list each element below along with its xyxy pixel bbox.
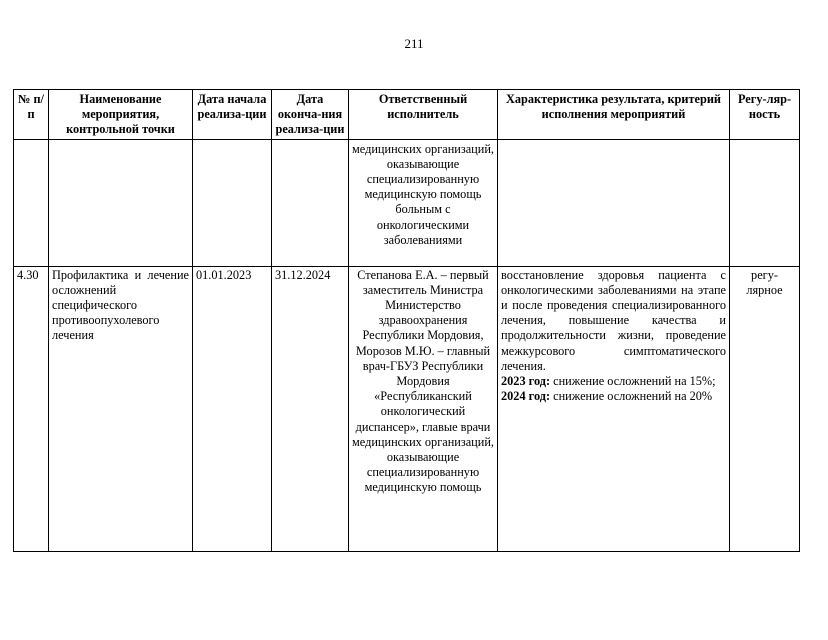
header-start-date: [193, 90, 272, 140]
row-number: 4.30: [17, 267, 39, 282]
result-2023-text: снижение осложнений на 15%;: [553, 374, 716, 389]
header-result-label: Характеристика результата, критерий исполнения мероприятий: [505, 92, 721, 122]
end-date: 31.12.2024: [275, 267, 331, 282]
header-responsible: [349, 90, 498, 140]
header-name-label: Наименование мероприятия, контрольной точки: [66, 92, 175, 137]
header-regularity: [730, 90, 800, 140]
header-num: [14, 90, 49, 140]
cell-result: [498, 266, 730, 551]
header-regularity-label: Регу-ляр-ность: [737, 92, 792, 122]
responsible-continuation-text: медицинских организаций, оказывающие специализированную медицинскую помощь больным с онкологическими заболеваниями: [352, 141, 494, 247]
cell-end: [272, 139, 349, 266]
header-end-label: Дата оконча-ния реализа-ции: [275, 92, 345, 137]
cell-result: [498, 139, 730, 266]
cell-name: [49, 266, 193, 551]
result-2024-text: снижение осложнений на 20%: [553, 389, 713, 404]
cell-responsible: [349, 266, 498, 551]
header-responsible-label: Ответственный исполнитель: [378, 92, 468, 122]
result-2023-label: 2023 год:: [501, 374, 551, 389]
cell-start: [193, 139, 272, 266]
header-num-label: № п/п: [18, 92, 44, 122]
regularity-text: регу-лярное: [746, 267, 783, 297]
page-number: 211: [404, 36, 424, 51]
cell-name: [49, 139, 193, 266]
cell-start: [193, 266, 272, 551]
measures-table: [13, 89, 800, 552]
table-row: [14, 139, 800, 266]
header-end-date: [272, 90, 349, 140]
responsible-text: Степанова Е.А. – первый заместитель Министра Министерство здравоохранения Республики Мордовия, Морозов М.Ю. – главный врач-ГБУЗ Республики Мордовия «Республиканский онкологический диспансер», главые врачи медицинских организаций, оказывающие специализированную медицинскую помощь: [352, 267, 494, 495]
cell-num: [14, 266, 49, 551]
header-name: [49, 90, 193, 140]
cell-end: [272, 266, 349, 551]
result-2024-label: 2024 год:: [501, 389, 551, 404]
cell-regularity: [730, 139, 800, 266]
cell-regularity: [730, 266, 800, 551]
table-row: [14, 266, 800, 551]
table-header-row: [14, 90, 800, 140]
cell-num: [14, 139, 49, 266]
start-date: 01.01.2023: [196, 267, 252, 282]
header-start-label: Дата начала реализа-ции: [197, 92, 267, 122]
cell-responsible: [349, 139, 498, 266]
measure-name: Профилактика и лечение осложнений специфического противоопухолевого лечения: [52, 267, 189, 343]
header-result: [498, 90, 730, 140]
result-description: восстановление здоровья пациента с онкологическими заболеваниями на этапе и после проведения специализированного лечения, повышение качества и продолжительности жизни, проведение межкурсового симптоматического лечения.: [501, 267, 726, 373]
